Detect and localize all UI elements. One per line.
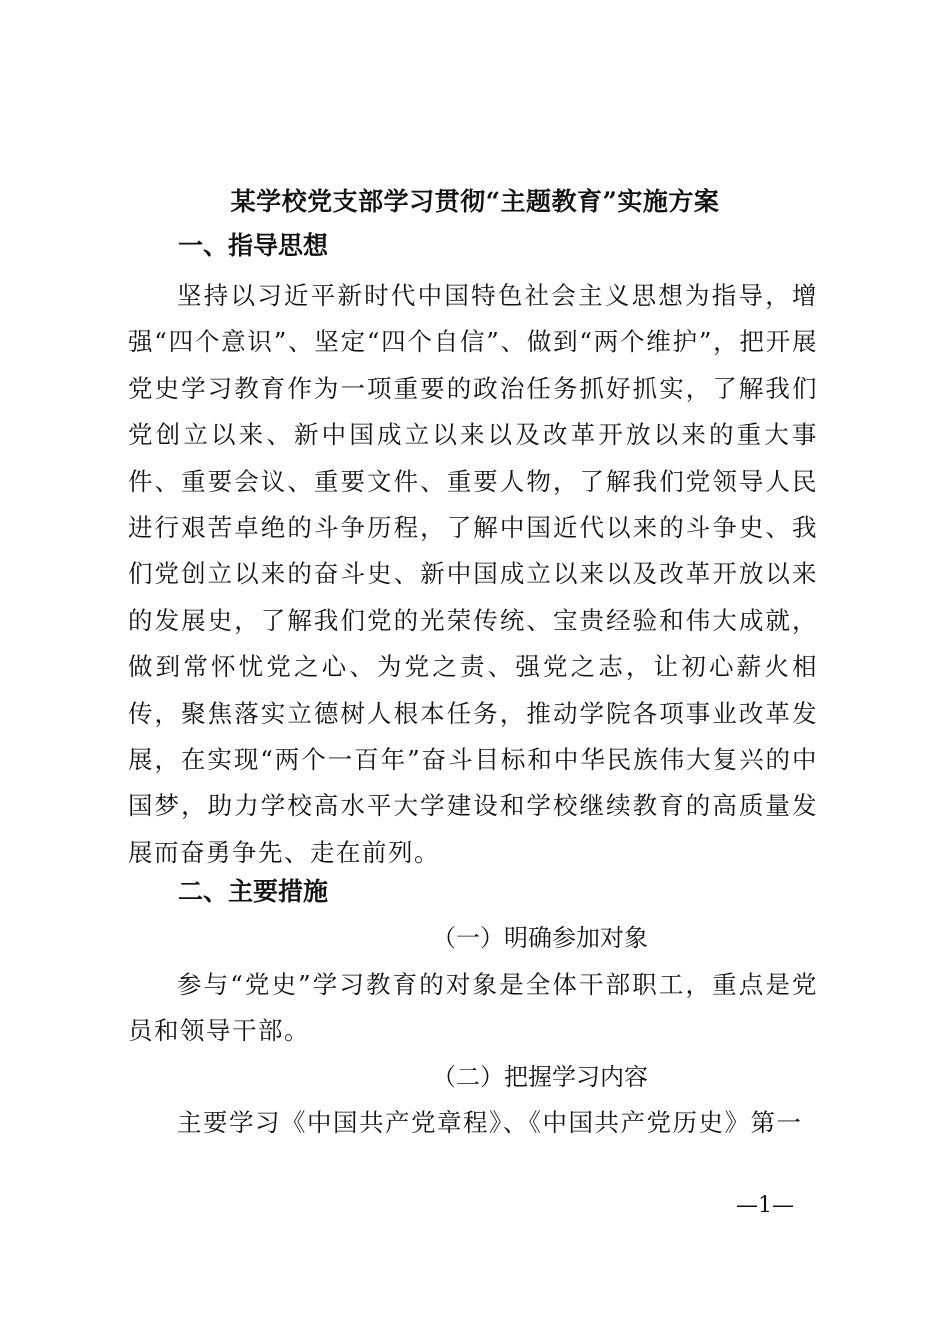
page-number: —1— [736,1193,794,1218]
document-title: 某学校党支部学习贯彻“主题教育”实施方案 [230,187,720,216]
subheading-study-content: （二）把握学习内容 [432,1063,648,1091]
paragraph-participants: 参与“党史”学习教育的对象是全体干部职工，重点是党员和领导干部。 [128,970,818,1046]
subheading-participants: （一）明确参加对象 [432,924,648,952]
paragraph-guiding-ideology: 坚持以习近平新时代中国特色社会主义思想为指导，增强“四个意识”、坚定“四个自信”、做到“两个维护”，把开展党史学习教育作为一项重要的政治任务抓好抓实，了解我们党创立以来、新中国成立以来以及改革开放以来的重大事件、重要会议、重要文件、重要人物，了解我们党领导人民进行艰苦卓绝的斗争历程，了解中国近代以来的斗争史、我们党创立以来的奋斗史、新中国成立以来以及改革开放以来的发展史，了解我们党的光荣传统、宝贵经验和伟大成就，做到常怀忧党之心、为党之责、强党之志，让初心薪火相传，聚焦落实立德树人根本任务，推动学院各项事业改革发展，在实现“两个一百年”奋斗目标和中华民族伟大复兴的中国梦，助力学校高水平大学建设和学校继续教育的高质量发展而奋勇争先、走在前列。 [128,281,818,867]
section-heading-guiding-ideology: 一、指导思想 [178,231,329,260]
section-heading-main-measures: 二、主要措施 [178,877,329,906]
paragraph-study-content: 主要学习《中国共产党章程》、《中国共产党历史》第一 [177,1108,803,1137]
